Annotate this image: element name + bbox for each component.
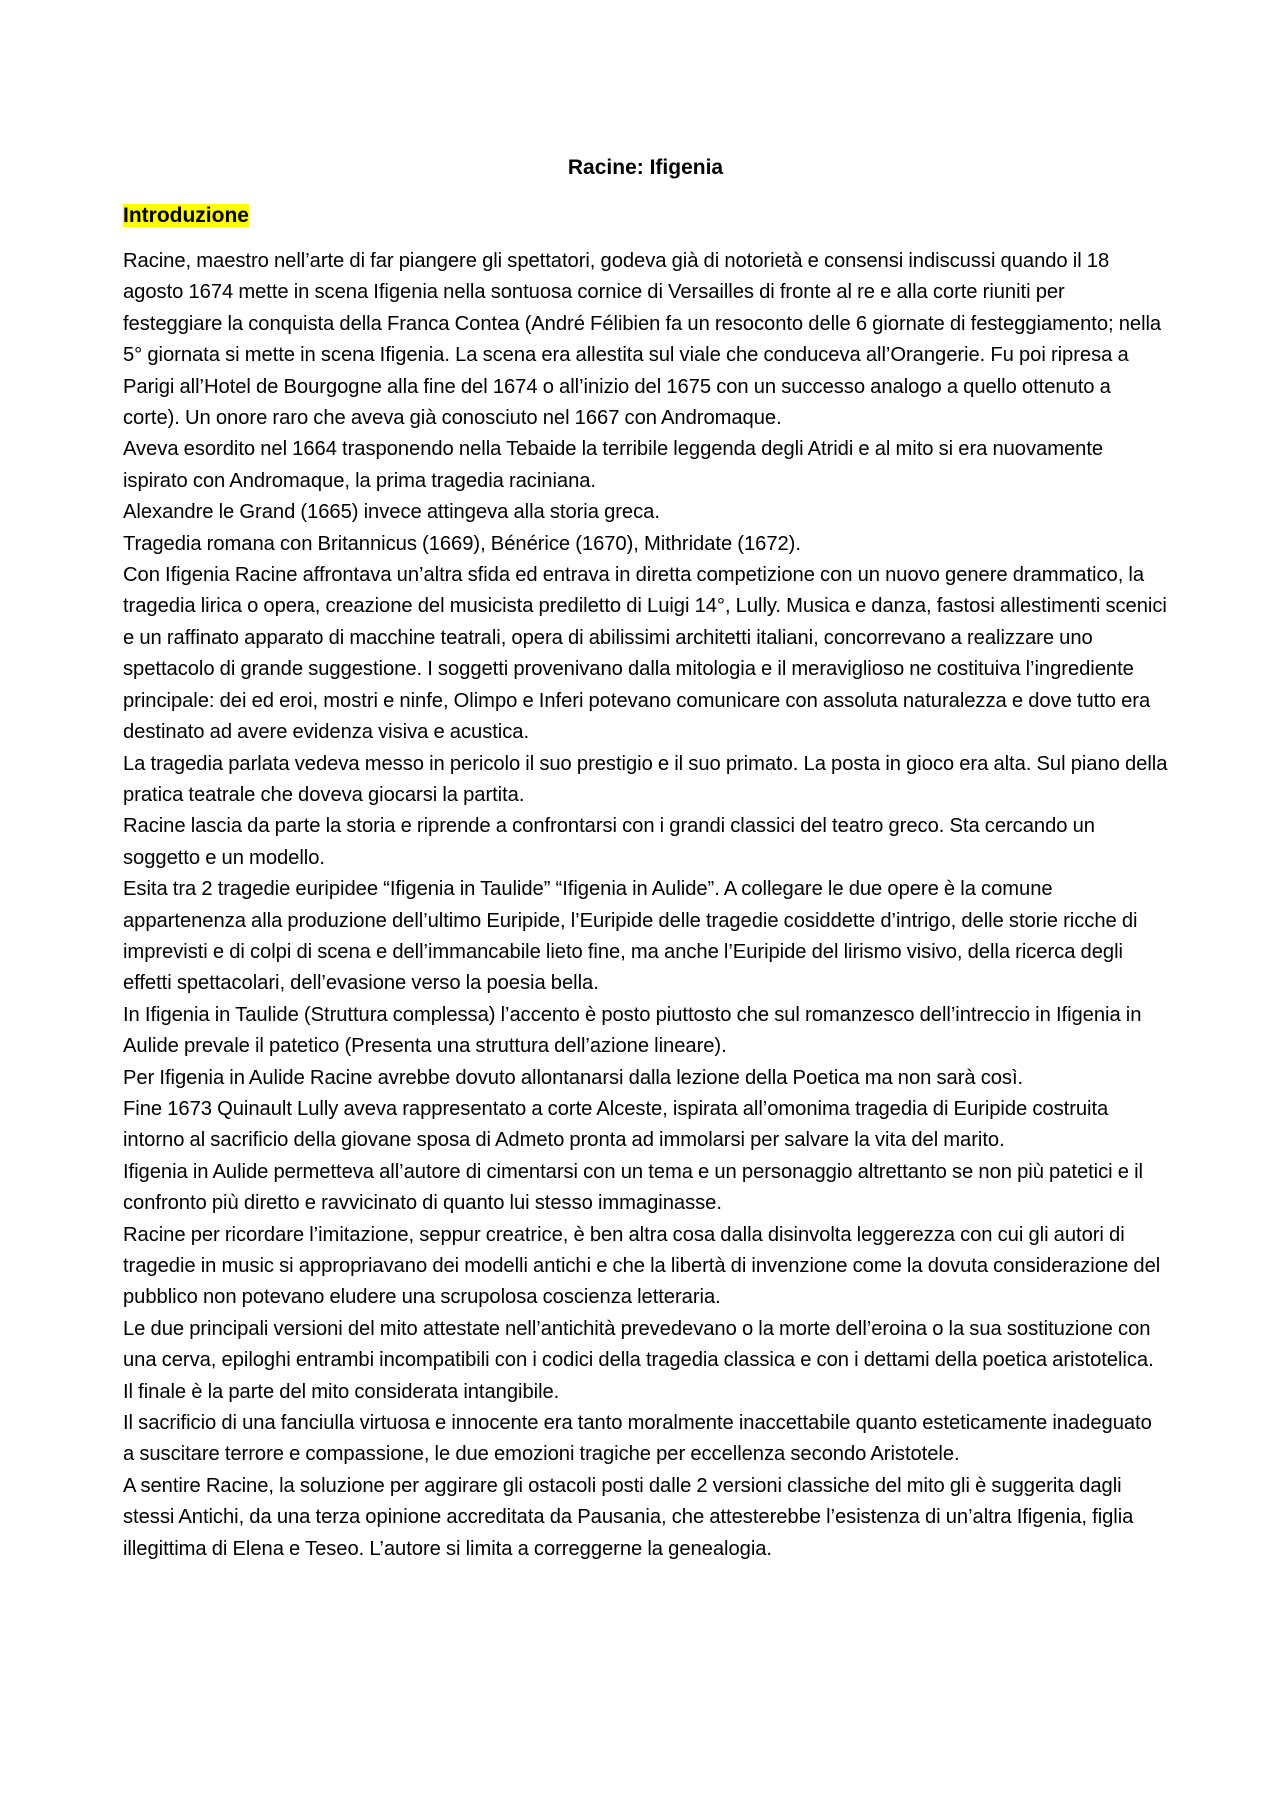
highlighted-heading-text: Introduzione (123, 204, 249, 227)
paragraph: Racine per ricordare l’imitazione, seppur creatrice, è ben altra cosa dalla disinvolta leggerezza con cui gli autori di tragedie in music si appropriavano dei modelli antichi e che la libertà di invenzione come la dovuta considerazione del pubblico non potevano eludere una scrupolosa coscienza letteraria. (123, 1223, 1161, 1309)
document-title: Racine: Ifigenia (567, 156, 724, 179)
paragraph: Ifigenia in Aulide permetteva all’autore di cimentarsi con un tema e un personaggio altrettanto se non più patetici e il confronto più diretto e ravvicinato di quanto lui stesso immaginasse. (123, 1160, 1143, 1215)
paragraph: Con Ifigenia Racine affrontava un’altra sfida ed entrava in diretta competizione con un nuovo genere drammatico, la tragedia lirica o opera, creazione del musicista prediletto di Luigi 14°, Lully. Musica e danza, fastosi allestimenti scenici e un raffinato apparato di macchine teatrali, opera di abilissimi architetti italiani, concorrevano a realizzare uno spettacolo di grande suggestione. I soggetti provenivano dalla mitologia e il meraviglioso ne costituiva l’ingrediente principale: dei ed eroi, mostri e ninfe, Olimpo e Inferi potevano comunicare con assoluta naturalezza e dove tutto era destinato ad avere evidenza visiva e acustica. (123, 564, 1167, 744)
paragraph: Le due principali versioni del mito attestate nell’antichità prevedevano o la morte dell’eroina o la sua sostituzione con una cerva, epiloghi entrambi incompatibili con i codici della tragedia classica e con i dettami della poetica aristotelica. Il finale è la parte del mito considerata intangibile. (123, 1317, 1154, 1403)
paragraph: Alexandre le Grand (1665) invece attingeva alla storia greca. (123, 501, 660, 524)
paragraph: Per Ifigenia in Aulide Racine avrebbe dovuto allontanarsi dalla lezione della Poetica ma non sarà così. (123, 1066, 1024, 1089)
paragraph: Racine, maestro nell’arte di far piangere gli spettatori, godeva già di notorietà e consensi indiscussi quando il 18 agosto 1674 mette in scena Ifigenia nella sontuosa cornice di Versailles di fronte al re e alla corte riuniti per festeggiare la conquista della Franca Contea (André Félibien fa un resoconto delle 6 giornate di festeggiamento; nella 5° giornata si mette in scena Ifigenia. La scena era allestita sul viale che conduceva all’Orangerie. Fu poi ripresa a Parigi all’Hotel de Bourgogne alla fine del 1674 o all’inizio del 1675 con un successo analogo a quello ottenuto a corte). Un onore raro che aveva già conosciuto nel 1667 con Andromaque. (123, 250, 1162, 430)
paragraph: La tragedia parlata vedeva messo in pericolo il suo prestigio e il suo primato. La posta in gioco era alta. Sul piano della pratica teatrale che doveva giocarsi la partita. (123, 752, 1168, 806)
paragraph: Racine lascia da parte la storia e riprende a confrontarsi con i grandi classici del teatro greco. Sta cercando un soggetto e un modello. (123, 815, 1095, 869)
document-body (123, 246, 1168, 1565)
paragraph: In Ifigenia in Taulide (Struttura complessa) l’accento è posto piuttosto che sul romanzesco dell’intreccio in Ifigenia in Aulide prevale il patetico (Presenta una struttura dell’azione lineare). (123, 1003, 1142, 1058)
document-page (123, 152, 1168, 1565)
paragraph: Esita tra 2 tragedie euripidee “Ifigenia in Taulide” “Ifigenia in Aulide”. A collegare le due opere è la comune appartenenza alla produzione dell’ultimo Euripide, l’Euripide delle tragedie cosiddette d’intrigo, delle storie ricche di imprevisti e di colpi di scena e dell’immancabile lieto fine, ma anche l’Euripide del lirismo visivo, della ricerca degli effetti spettacolari, dell’evasione verso la poesia bella. (123, 878, 1138, 995)
paragraph: Aveva esordito nel 1664 trasponendo nella Tebaide la terribile leggenda degli Atridi e al mito si era nuovamente ispirato con Andromaque, la prima tragedia raciniana. (123, 438, 1104, 492)
section-heading (123, 200, 1168, 232)
paragraph: A sentire Racine, la soluzione per aggirare gli ostacoli posti dalle 2 versioni classiche del mito gli è suggerita dagli stessi Antichi, da una terza opinione accreditata da Pausania, che attesterebbe l’esistenza di un’altra Ifigenia, figlia illegittima di Elena e Teseo. L’autore si limita a correggerne la genealogia. (123, 1474, 1134, 1560)
paragraph: Tragedia romana con Britannicus (1669), Bénérice (1670), Mithridate (1672). (123, 532, 801, 555)
paragraph: Fine 1673 Quinault Lully aveva rappresentato a corte Alceste, ispirata all’omonima tragedia di Euripide costruita intorno al sacrificio della giovane sposa di Admeto pronta ad immolarsi per salvare la vita del marito. (123, 1097, 1109, 1152)
paragraph: Il sacrificio di una fanciulla virtuosa e innocente era tanto moralmente inaccettabile quanto esteticamente inadeguato a suscitare terrore e compassione, le due emozioni tragiche per eccellenza secondo Aristotele. (123, 1412, 1152, 1466)
